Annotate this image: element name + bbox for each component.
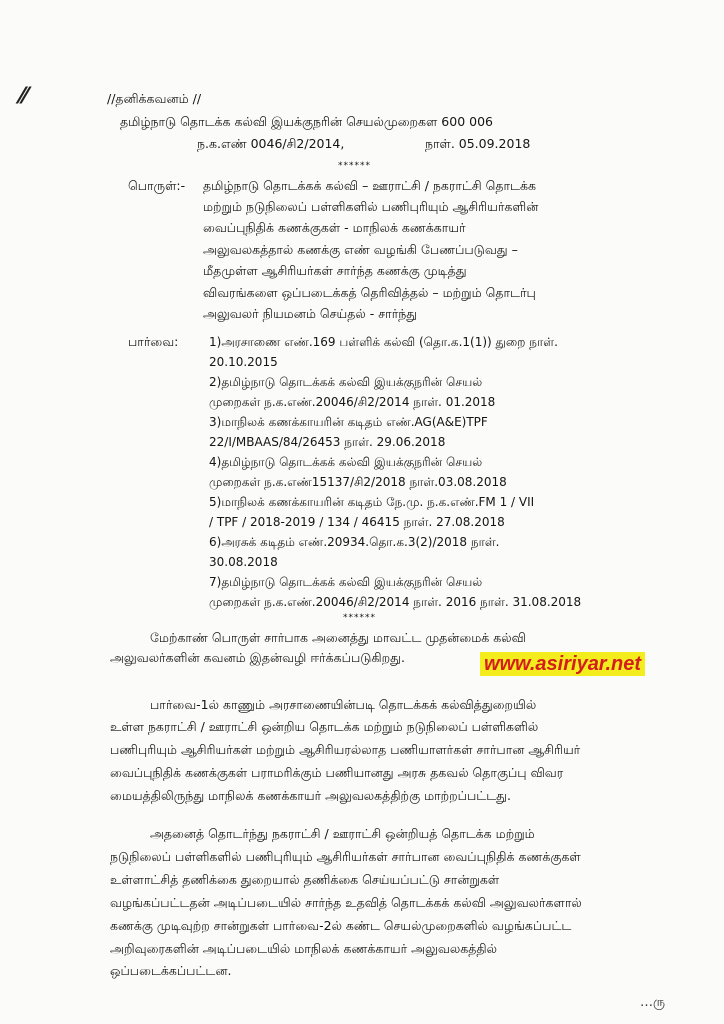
subject-line: மற்றும் நடுநிலைப் பள்ளிகளில் பணிபுரியும் ஆசிரியர்களின்	[203, 199, 539, 214]
handwritten-mark: ⁄⁄	[20, 84, 28, 109]
paragraph-line: உள்ளாட்சித் தணிக்கை துறையால் தணிக்கை செய்யப்பட்டு சான்றுகள்	[110, 872, 500, 887]
paragraph-line: மையத்திலிருந்து மாநிலக் கணக்காயர் அலுவலகத்திற்கு மாற்றப்பட்டது.	[110, 788, 511, 803]
paragraph-line: நடுநிலைப் பள்ளிகளில் பணிபுரியும் ஆசிரியர்கள் சார்பான வைப்புநிதிக் கணக்குகள்	[110, 849, 581, 864]
paragraph-line: கணக்கு முடிவுற்ற சான்றுகள் பார்வை-2ல் கண்ட செயல்முறைகளில் வழங்கப்பட்ட	[110, 918, 572, 933]
paragraph-line: பார்வை-1ல் காணும் அரசாணையின்படி தொடக்கக் கல்வித்துறையில்	[150, 697, 537, 712]
reference-line: 5)மாநிலக் கணக்காயரின் கடிதம் நே.மு. ந.க.எண்.FM 1 / VII	[209, 495, 535, 509]
subject-line: அலுவலர் நியமனம் செய்தல் - சார்ந்து	[203, 306, 418, 321]
reference-line: 30.08.2018	[209, 555, 278, 569]
paragraph-line: வழங்கப்பட்டதன் அடிப்படையில் சார்ந்த உதவித் தொடக்கக் கல்வி அலுவலர்களால்	[110, 895, 582, 910]
reference-line: / TPF / 2018-2019 / 134 / 46415 நாள். 27.08.2018	[209, 515, 505, 529]
header-separator: ******	[338, 161, 371, 171]
reference-line: 20.10.2015	[209, 355, 278, 369]
page-footer-mark: …ரு	[640, 995, 666, 1010]
paragraph-line: வைப்புநிதிக் கணக்குகள் பராமரிக்கும் பணியானது அரசு தகவல் தொகுப்பு விவர	[110, 765, 564, 780]
watermark: www.asiriyar.net	[480, 652, 645, 676]
reference-line: முறைகள் ந.க.எண்.20046/சி2/2014 நாள். 2016 நாள். 31.08.2018	[209, 595, 582, 609]
paragraph-line: மேற்காண் பொருள் சார்பாக அனைத்து மாவட்ட முதன்மைக் கல்வி	[150, 630, 526, 645]
document-date: நாள். 05.09.2018	[425, 136, 531, 151]
reference-line: முறைகள் ந.க.எண்.20046/சி2/2014 நாள். 01.2018	[209, 395, 496, 409]
reference-line: 22/I/MBAAS/84/26453 நாள். 29.06.2018	[209, 435, 446, 449]
reference-line: 1)அரசாணை எண்.169 பள்ளிக் கல்வி (தொ.க.1(1)) துறை நாள்.	[209, 335, 558, 349]
references-separator: ******	[343, 613, 376, 623]
paragraph-line: ஒப்படைக்கப்பட்டன.	[110, 963, 232, 978]
subject-line: தமிழ்நாடு தொடக்கக் கல்வி – ஊராட்சி / நகராட்சி தொடக்க	[203, 178, 536, 193]
paragraph-line: அதனைத் தொடர்ந்து நகராட்சி / ஊராட்சி ஒன்றியத் தொடக்க மற்றும்	[150, 826, 535, 841]
subject-label: பொருள்:-	[128, 178, 186, 193]
reference-line: முறைகள் ந.க.எண்15137/சி2/2018 நாள்.03.08.2018	[209, 475, 507, 489]
references-label: பார்வை:	[128, 334, 179, 349]
reference-line: 2)தமிழ்நாடு தொடக்கக் கல்வி இயக்குநரின் செயல்	[209, 375, 483, 389]
paragraph-line: பணிபுரியும் ஆசிரியர்கள் மற்றும் ஆசிரியரல்லாத பணியாளர்கள் சார்பான ஆசிரியர்	[110, 742, 581, 757]
office-title: தமிழ்நாடு தொடக்க கல்வி இயக்குநரின் செயல்முறைகள 600 006	[120, 114, 493, 129]
confidential-heading: //தனிக்கவனம் //	[107, 91, 202, 106]
reference-line: 7)தமிழ்நாடு தொடக்கக் கல்வி இயக்குநரின் செயல்	[209, 575, 483, 589]
subject-line: விவரங்களை ஒப்படைக்கத் தெரிவித்தல் – மற்றும் தொடர்பு	[203, 285, 536, 300]
subject-line: வைப்புநிதிக் கணக்குகள் - மாநிலக் கணக்காயர்	[203, 220, 466, 235]
paragraph-line: அலுவலர்களின் கவனம் இதன்வழி ஈர்க்கப்படுகிறது.	[110, 650, 405, 665]
subject-line: மீதமுள்ள ஆசிரியர்கள் சார்ந்த கணக்கு முடித்து	[203, 263, 467, 278]
reference-line: 6)அரசுக் கடிதம் எண்.20934.தொ.க.3(2)/2018 நாள்.	[209, 535, 500, 549]
reference-line: 3)மாநிலக் கணக்காயரின் கடிதம் எண்.AG(A&E)TPF	[209, 415, 488, 429]
reference-line: 4)தமிழ்நாடு தொடக்கக் கல்வி இயக்குநரின் செயல்	[209, 455, 483, 469]
reference-number: ந.க.எண் 0046/சி2/2014,	[197, 136, 345, 151]
paragraph-line: அறிவுரைகளின் அடிப்படையில் மாநிலக் கணக்காயர் அலுவலகத்தில்	[110, 941, 497, 956]
subject-line: அலுவலகத்தால் கணக்கு எண் வழங்கி பேணப்படுவது –	[203, 242, 518, 257]
paragraph-line: உள்ள நகராட்சி / ஊராட்சி ஒன்றிய தொடக்க மற்றும் நடுநிலைப் பள்ளிகளில்	[110, 719, 539, 734]
